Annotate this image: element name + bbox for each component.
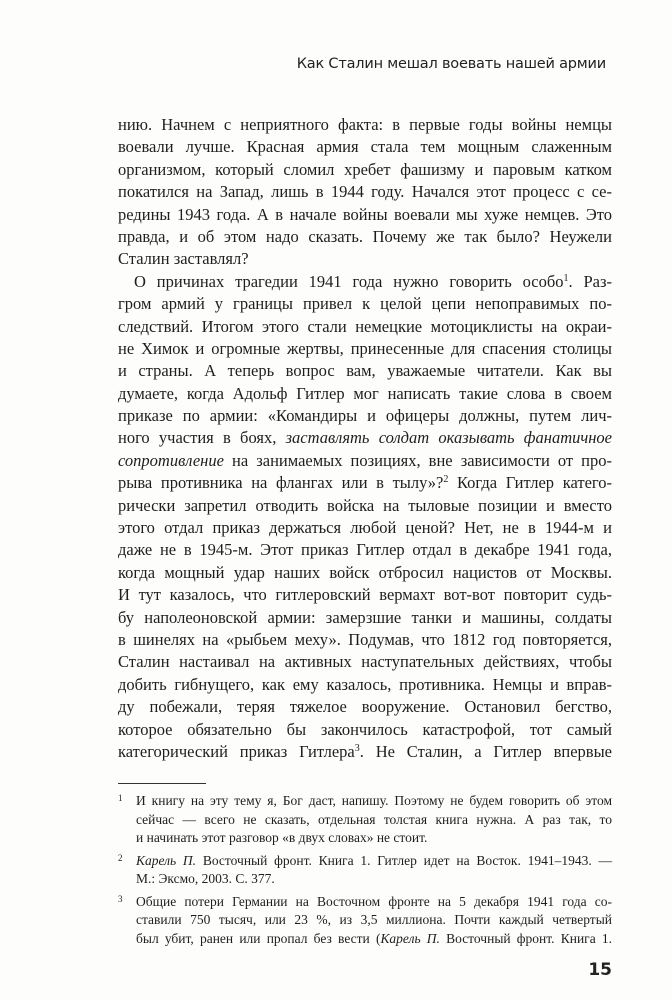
text-run: правда, и об этом надо сказать. Почему же так было? Неужели xyxy=(118,226,612,246)
italic-text: Карель П. xyxy=(136,852,197,868)
text-line xyxy=(118,383,612,405)
text-run: бу наполеоновской армии: замерзшие танки и машины, солдаты xyxy=(118,607,612,627)
text-run: И книгу на эту тему я, Бог даст, напишу. Поэтому не будем говорить об этом xyxy=(136,793,612,808)
text-run: этого отдал приказ держаться любой ценой? Нет, не в 1944-м и xyxy=(118,518,612,538)
text-run: Восточный фронт. Книга 1. Гитлер идет на Восток. 1941–1943. — xyxy=(196,852,612,868)
text-run: ду побежали, теряя тяжелое вооружение. Остановил бегство, xyxy=(118,697,612,717)
text-line xyxy=(136,930,612,949)
text-run: Сталин заставлял? xyxy=(118,249,249,269)
text-run: М.: Эксмо, 2003. С. 377. xyxy=(136,871,275,886)
footnote-number: 3 xyxy=(118,893,123,904)
text-run: на занимаемых позициях, вне зависимости от про- xyxy=(223,450,612,470)
text-line xyxy=(118,741,612,763)
text-line xyxy=(118,562,612,584)
text-line xyxy=(118,248,612,270)
text-line xyxy=(118,450,612,472)
italic-text: сопротивление xyxy=(118,450,224,470)
italic-text: заставлять солдат оказывать фанатичное xyxy=(285,428,612,448)
text-run: . Не Сталин, а Гитлер впервые xyxy=(359,741,613,761)
text-line xyxy=(118,204,612,226)
text-line xyxy=(136,811,612,830)
text-run: добить гибнущего, как ему казалось, противника. Немцы и вправ- xyxy=(118,674,612,694)
text-line xyxy=(118,607,612,629)
text-line xyxy=(118,338,612,360)
text-line xyxy=(136,893,612,912)
text-line xyxy=(118,495,612,517)
text-run: нию. Начнем с неприятного факта: в первые годы войны немцы xyxy=(118,115,612,134)
text-run: даже не в 1945-м. Этот приказ Гитлер отдал в декабре 1941 года, xyxy=(118,540,612,560)
text-run: Когда Гитлер катего- xyxy=(448,473,612,493)
footnote-ref: 3 xyxy=(354,742,360,754)
body-text xyxy=(118,114,612,763)
text-line xyxy=(118,696,612,718)
text-run: в шинелях на «рыбьем меху». Подумав, что 1812 год повторяется, xyxy=(118,629,612,649)
text-run: организмом, который сломил хребет фашизму и паровым катком xyxy=(118,159,612,179)
text-line xyxy=(118,674,612,696)
text-line xyxy=(118,293,612,315)
italic-text: Карель П. xyxy=(380,930,440,946)
text-line xyxy=(136,911,612,930)
text-run: и страны. А теперь вопрос вам, уважаемые читатели. Как вы xyxy=(118,361,612,381)
text-run: воевали лучше. Красная армия стала тем мощным слаженным xyxy=(118,137,612,157)
text-run: рыва противника на флангах или в тылу»? xyxy=(118,473,444,493)
page-number: 15 xyxy=(588,960,612,980)
text-line xyxy=(118,316,612,338)
text-run: думаете, когда Адольф Гитлер мог написать такие слова в своем xyxy=(118,383,612,403)
footnote xyxy=(118,852,612,889)
text-run: не Химок и огромные жертвы, принесенные для спасения столицы xyxy=(118,338,612,358)
footnotes xyxy=(118,792,612,952)
text-run: сейчас — всего не сказать, отдельная толстая книга нужна. А раз так, то xyxy=(136,811,612,827)
text-line xyxy=(118,114,612,136)
text-run: Общие потери Германии на Восточном фронте на 5 декабря 1941 года со- xyxy=(136,893,612,909)
text-run: И тут казалось, что гитлеровский вермахт вот-вот повторит судь- xyxy=(118,585,612,605)
text-line xyxy=(118,271,612,293)
text-line xyxy=(136,792,612,811)
footnote-ref: 2 xyxy=(443,474,449,486)
text-run: Сталин настаивал на активных наступательных действиях, чтобы xyxy=(118,652,612,672)
text-run: когда мощный удар наших войск отбросил нацистов от Москвы. xyxy=(118,562,612,582)
text-run: . Раз- xyxy=(568,271,612,291)
text-run: был убит, ранен или пропал без вести ( xyxy=(136,930,381,946)
text-line xyxy=(118,136,612,158)
text-line xyxy=(118,517,612,539)
text-line xyxy=(118,719,612,741)
text-line xyxy=(118,226,612,248)
text-line xyxy=(136,829,612,848)
text-line xyxy=(118,539,612,561)
text-run: рически запретил отводить войска на тыловые позиции и вместо xyxy=(118,495,612,515)
text-run: категорический приказ Гитлера xyxy=(118,741,355,761)
running-header: Как Сталин мешал воевать нашей армии xyxy=(296,56,606,72)
text-run: покатился на Запад, лишь в 1944 году. Начался этот процесс с се- xyxy=(118,182,612,202)
text-line xyxy=(136,852,612,871)
footnote xyxy=(118,893,612,949)
text-line xyxy=(136,870,612,889)
footnote xyxy=(118,792,612,848)
text-line xyxy=(118,651,612,673)
text-run: и начинать этот разговор «в двух словах» не стоит. xyxy=(136,830,428,845)
text-run: ного участия в боях, xyxy=(118,428,286,448)
text-run: Восточный фронт. Книга 1. xyxy=(439,930,612,946)
text-run: ставили 750 тысяч, или 23 %, из 3,5 миллиона. Почти каждый четвертый xyxy=(136,912,612,927)
text-line xyxy=(118,159,612,181)
text-run: редины 1943 года. А в начале войны воевали мы хуже немцев. Это xyxy=(118,204,612,224)
footnote-number: 1 xyxy=(118,793,123,803)
text-line xyxy=(118,427,612,449)
text-line xyxy=(118,405,612,427)
footnote-ref: 1 xyxy=(563,272,569,284)
text-line xyxy=(118,181,612,203)
text-line xyxy=(118,629,612,651)
text-run: следствий. Итогом этого стали немецкие мотоциклисты на окраи- xyxy=(118,316,612,336)
text-line xyxy=(118,360,612,382)
text-line xyxy=(118,472,612,494)
text-run: О причинах трагедии 1941 года нужно говорить особо xyxy=(134,271,564,291)
text-run: гром армий у границы привел к целой цепи непоправимых по- xyxy=(118,294,612,314)
text-line xyxy=(118,584,612,606)
footnote-number: 2 xyxy=(118,852,123,863)
footnote-divider xyxy=(118,783,206,784)
text-run: приказе по армии: «Командиры и офицеры должны, путем лич- xyxy=(118,406,612,426)
text-run: которое обязательно бы закончилось катастрофой, тот самый xyxy=(118,719,612,739)
